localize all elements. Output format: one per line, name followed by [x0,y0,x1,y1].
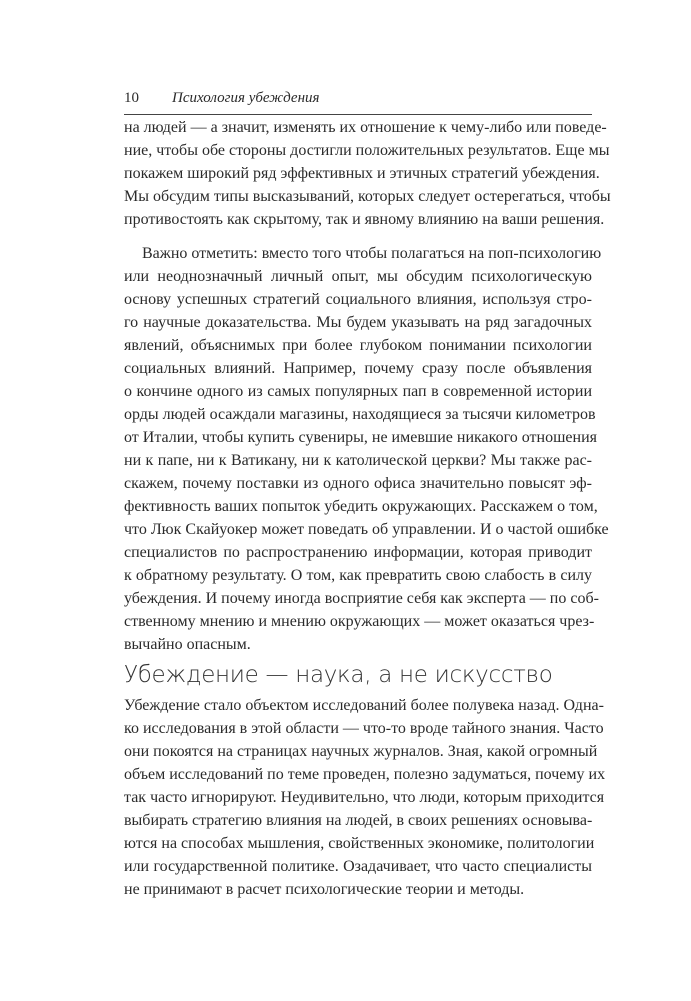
text-line: фективность ваших попыток убедить окружающих. Расскажем о том, [124,498,598,515]
text-line: орды людей осаждали магазины, находящиеся за тысячи километров [124,406,596,423]
text-line: к обратному результату. О том, как превратить свою слабость в силу [124,567,592,584]
text-line: от Италии, чтобы купить сувениры, не имевшие никакого отношения [124,429,598,446]
text-line: явлений, объяснимых при более глубоком понимании психологии [124,337,592,354]
text-line: или неоднозначный личный опыт, мы обсудим психологическую [124,268,592,285]
running-header [124,86,592,115]
text-line: ются на способах мышления, свойственных экономике, политологии [124,835,595,852]
paragraph-2 [124,242,609,656]
text-line: го научные доказательства. Мы будем указывать на ряд загадочных [124,314,592,331]
text-line: ние, чтобы обе стороны достигли положительных результатов. Еще мы [124,142,610,159]
text-line: ственному мнению и мнению окружающих — может оказаться чрез- [124,613,595,630]
text-line: Мы обсудим типы высказываний, которых следует остерегаться, чтобы [124,188,611,205]
text-line: скажем, почему поставки из одного офиса значительно повысят эф- [124,475,592,492]
text-line: или государственной политике. Озадачивает, что часто специалисты [124,858,592,875]
text-line: на людей — а значит, изменять их отношение к чему-либо или поведе- [124,119,607,136]
text-line: не принимают в расчет психологические теории и методы. [124,881,525,898]
text-line: Убеждение стало объектом исследований более полувека назад. Одна- [124,697,604,714]
text-line: что Люк Скайуокер может поведать об управлении. И о частой ошибке [124,521,609,538]
text-line: покажем широкий ряд эффективных и этичных стратегий убеждения. [124,165,600,182]
text-line: социальных влияний. Например, почему сразу после объявления [124,360,592,377]
text-line: вычайно опасным. [124,636,251,653]
paragraph-1 [124,116,611,231]
text-line: убеждения. И почему иногда восприятие себя как эксперта — по соб- [124,590,599,607]
text-line: Важно отметить: вместо того чтобы полагаться на поп-психологию [142,245,602,262]
text-line: противостоять как скрытому, так и явному влиянию на ваши решения. [124,211,605,228]
text-line: объем исследований по теме проведен, полезно задуматься, почему их [124,766,606,783]
text-line: ко исследования в этой области — что-то вроде тайного знания. Часто [124,720,604,737]
text-line: они покоятся на страницах научных журналов. Зная, какой огромный [124,743,598,760]
text-line: основу успешных стратегий социального влияния, используя стро- [124,291,592,308]
running-title: Психология убеждения [172,90,320,106]
paragraph-3 [124,694,606,901]
text-line: специалистов по распространению информации, которая приводит [124,544,592,561]
text-line: ни к папе, ни к Ватикану, ни к католической церкви? Мы также рас- [124,452,592,469]
text-line: так часто игнорируют. Неудивительно, что люди, которым приходится [124,789,605,806]
section-heading: Убеждение — наука, а не искусство [124,662,553,688]
text-line: о кончине одного из самых популярных пап в современной истории [124,383,592,400]
text-line: выбирать стратегию влияния на людей, в своих решениях основыва- [124,812,593,829]
page-number: 10 [124,90,139,106]
